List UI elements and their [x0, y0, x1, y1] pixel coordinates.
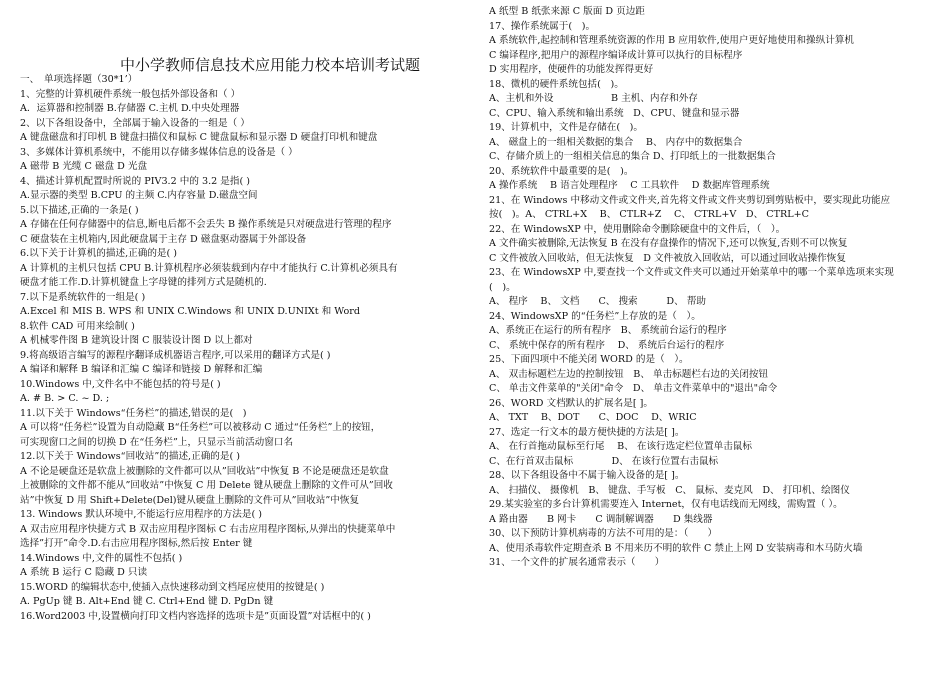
question-line: 12.以下关于 Windows“回收站”的描述,正确的是( ): [20, 451, 241, 462]
question-line: A、 磁盘上的一组相关数据的集合 B、 内存中的数据集合: [489, 136, 743, 148]
question-line: A 文件确实被删除,无法恢复 B 在没有存盘操作的情况下,还可以恢复,否则不可以恢复: [489, 238, 848, 249]
question-line: ( )。: [489, 281, 516, 293]
question-line: 10.Windows 中,文件名中不能包括的符号是( ): [20, 378, 221, 390]
question-line: 选择”打开”命令.D.右击应用程序图标,然后按 Enter 键: [20, 538, 253, 549]
question-line: 8.软件 CAD 可用来绘制( ): [20, 320, 135, 332]
question-line: 17、操作系统属于( )。: [489, 20, 596, 32]
question-line: A、主机和外设 B 主机、内存和外存: [489, 93, 698, 104]
question-line: A 机械零件图 B 建筑设计图 C 服装设计图 D 以上都对: [20, 335, 253, 346]
question-line: 1、完整的计算机硬件系统一般包括外部设备和（ ）: [20, 88, 241, 100]
question-line: A、 TXT B、DOT C、DOC D、WRIC: [489, 412, 697, 423]
question-line: 一、 单项选择题（30*1’）: [20, 74, 138, 85]
question-line: A 可以将“任务栏”设置为自动隐藏 B“任务栏”可以被移动 C 通过“任务栏”上的按钮，: [20, 422, 381, 433]
question-line: 14.Windows 中,文件的属性不包括( ): [20, 552, 183, 564]
question-line: 13. Windows 默认环境中,不能运行应用程序的方法是( ): [20, 509, 263, 520]
question-line: 30、以下预防计算机病毒的方法不可用的是：（ ）: [489, 528, 718, 539]
question-line: A 纸型 B 纸张来源 C 版面 D 页边距: [489, 6, 645, 17]
question-line: 站”中恢复 D 用 Shift+Delete(Del)键从硬盘上删除的文件可从”回收站”中恢复: [20, 494, 360, 506]
question-line: C、 单击文件菜单的"关闭"命令 D、 单击文件菜单中的"退出"命令: [489, 383, 778, 394]
question-line: A 磁带 B 光缆 C 磁盘 D 光盘: [20, 161, 148, 172]
page-title: 中小学教师信息技术应用能力校本培训考试题: [120, 56, 421, 74]
question-line: 25、下面四项中不能关闭 WORD 的是（ ）。: [489, 354, 689, 365]
right-question-lines: [489, 5, 939, 571]
question-line: A 操作系统 B 语言处理程序 C 工具软件 D 数据库管理系统: [489, 180, 770, 191]
question-line: 29.某实验室的多台计算机需要连入 Internet，仅有电话线而无网线，需购置（ ）。: [489, 499, 843, 510]
question-line: A.Excel 和 MIS B. WPS 和 UNIX C.Windows 和 UNIX D.UNIXt 和 Word: [20, 306, 360, 317]
question-line: 21、在 Windows 中移动文件或文件夹,首先将文件或文件夹剪切到剪贴板中，要实现此功能应: [489, 194, 891, 206]
question-line: 15.WORD 的编辑状态中,使插入点快速移动到文档尾应使用的按键是( ): [20, 581, 325, 593]
question-line: A 双击应用程序快捷方式 B 双击应用程序图标 C 右击应用程序图标,从弹出的快捷菜单中: [20, 523, 396, 535]
question-line: 6.以下关于计算机的描述,正确的是( ): [20, 248, 178, 259]
question-line: A 不论是硬盘还是软盘上被删除的文件都可以从”回收站”中恢复 B 不论是硬盘还是软盘: [20, 465, 389, 477]
question-line: 24、WindowsXP 的“任务栏”上存放的是（ ）。: [489, 310, 701, 322]
question-line: A. # B. > C. ~ D. ;: [20, 393, 110, 404]
question-line: A、 在行首拖动鼠标至行尾 B、 在该行选定栏位置单击鼠标: [489, 441, 752, 452]
question-line: 按( )。A、 CTRL+X B、 CTLR+Z C、 CTRL+V D、 CTRL+C: [489, 209, 809, 220]
question-line: 7.以下是系统软件的一组是( ): [20, 291, 146, 303]
question-line: 23、在 WindowsXP 中,要查找一个文件或文件夹可以通过开始菜单中的哪一个菜单选项来实现: [489, 267, 894, 278]
question-line: 硬盘才能工作.D.计算机键盘上字母键的排列方式是随机的.: [20, 277, 267, 288]
question-line: 31、一个文件的扩展名通常表示（ ）: [489, 557, 665, 568]
question-line: 2、以下各组设备中，全部属于输入设备的一组是（ ）: [20, 117, 250, 129]
question-line: 26、WORD 文档默认的扩展名是[ ]。: [489, 397, 653, 409]
question-line: 20、系统软件中最重要的是( )。: [489, 165, 634, 177]
question-line: 可实现窗口之间的切换 D 在“任务栏”上，只显示当前活动窗口名: [20, 436, 294, 448]
question-line: C、 系统中保存的所有程序 D、 系统后台运行的程序: [489, 339, 725, 351]
question-line: 9.将高级语言编写的源程序翻译成机器语言程序,可以采用的翻译方式是( ): [20, 349, 331, 361]
question-line: 上被删除的文件都不能从”回收站”中恢复 C 用 Delete 键从硬盘上删除的文件可从”回收: [20, 480, 393, 491]
question-line: 16.Word2003 中,设置横向打印文档内容选择的选项卡是”页面设置”对话框中的( ): [20, 610, 371, 622]
question-line: 3、多媒体计算机系统中，不能用以存储多媒体信息的设备是（ ）: [20, 146, 298, 158]
question-line: C 文件被放入回收站，但无法恢复 D 文件被放入回收站，可以通过回收站操作恢复: [489, 252, 846, 264]
question-line: A 路由器 B 网卡 C 调制解调器 D 集线器: [489, 513, 713, 525]
question-line: A 存储在任何存储器中的信息,断电后都不会丢失 B 操作系统是只对硬盘进行管理的程序: [20, 219, 392, 230]
question-line: 19、计算机中，文件是存储在( )。: [489, 122, 644, 133]
question-line: C、存储介质上的一组相关信息的集合 D、打印纸上的一批数据集合: [489, 151, 776, 162]
question-line: D 实用程序，使硬件的功能发挥得更好: [489, 64, 654, 75]
left-question-lines: [20, 73, 468, 624]
question-line: 5.以下描述,正确的一条是( ): [20, 204, 139, 216]
question-line: A.显示器的类型 B.CPU 的主频 C.内存容量 D.磁盘空间: [20, 190, 258, 201]
question-line: 27、选定一行文本的最方便快捷的方法是[ ]。: [489, 426, 685, 438]
question-line: 28、以下各组设备中不属于输入设备的是[ ]。: [489, 470, 685, 481]
question-line: C、CPU、输入系统和输出系统 D、CPU、键盘和显示器: [489, 107, 740, 119]
question-line: A 系统软件,起控制和管理系统资源的作用 B 应用软件,使用户更好地使用和操纵计算机: [489, 35, 855, 46]
question-line: 4、描述计算机配置时所说的 PIV3.2 中的 3.2 是指( ): [20, 175, 251, 187]
question-line: A 键盘磁盘和打印机 B 键盘扫描仪和鼠标 C 键盘鼠标和显示器 D 硬盘打印机和键盘: [20, 132, 378, 143]
question-line: A．运算器和控制器 B.存储器 C.主机 D.中央处理器: [20, 103, 240, 114]
question-line: C 硬盘装在主机箱内,因此硬盘属于主存 D 磁盘驱动器属于外部设备: [20, 233, 307, 245]
question-line: A 系统 B 运行 C 隐藏 D 只读: [20, 567, 148, 578]
question-line: A 编译和解释 B 编译和汇编 C 编译和链接 D 解释和汇编: [20, 364, 263, 375]
question-line: 11.以下关于 Windows“任务栏”的描述,错误的是( ): [20, 407, 247, 419]
question-line: A 计算机的主机只包括 CPU B.计算机程序必须装载到内存中才能执行 C.计算机必须具有: [20, 262, 398, 274]
question-line: 18、微机的硬件系统包括( )。: [489, 78, 624, 90]
question-line: 22、在 WindowsXP 中，使用删除命令删除硬盘中的文件后，（ ）。: [489, 223, 786, 235]
question-line: A、系统正在运行的所有程序 B、 系统前台运行的程序: [489, 325, 727, 336]
question-line: A、 双击标题栏左边的控制按钮 B、 单击标题栏右边的关闭按钮: [489, 368, 769, 380]
question-line: C、在行首双击鼠标 D、 在该行位置右击鼠标: [489, 455, 719, 467]
question-line: A、 扫描仪、 摄像机 B、 键盘、手写板 C、 鼠标、麦克风 D、 打印机、绘图仪: [489, 484, 850, 496]
question-line: A. PgUp 键 B. Alt+End 键 C. Ctrl+End 键 D. PgDn 键: [20, 596, 274, 607]
question-line: A、使用杀毒软件定期查杀 B 不用来历不明的软件 C 禁止上网 D 安装病毒和木马防火墙: [489, 542, 863, 554]
question-line: C 编译程序,把用户的源程序编译成计算可以执行的目标程序: [489, 49, 743, 61]
question-line: A、 程序 B、 文档 C、 搜索 D、 帮助: [489, 296, 706, 307]
